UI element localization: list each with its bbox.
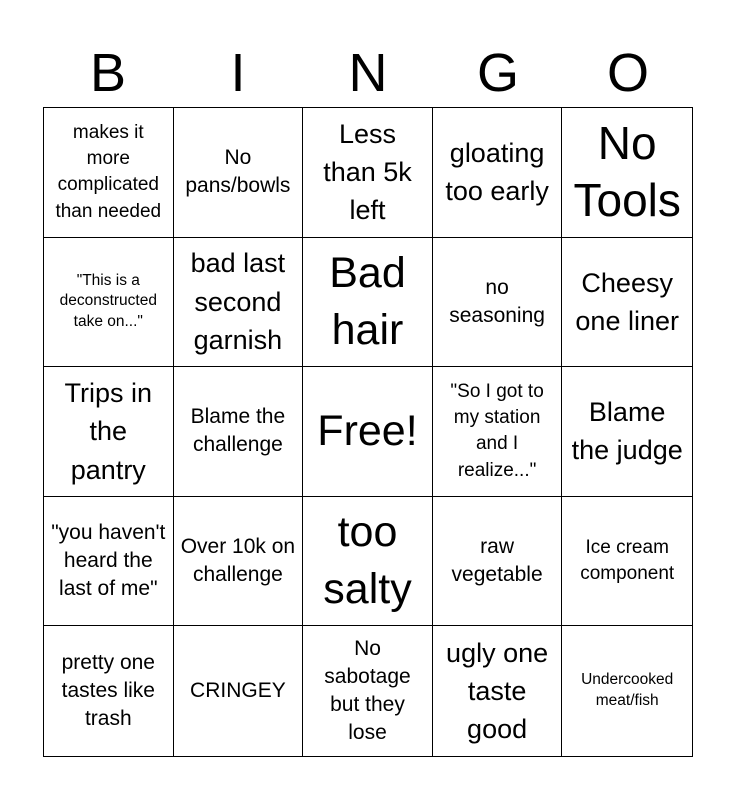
cell-text: CRINGEY <box>190 679 286 703</box>
cell-text: Ice cream component <box>580 536 675 585</box>
bingo-cell[interactable] <box>303 238 433 368</box>
cell-text: Bad hair <box>329 249 406 354</box>
cell-text: No sabotage but they lose <box>324 636 411 745</box>
cell-text: Blame the judge <box>571 397 683 466</box>
bingo-cell[interactable] <box>44 497 174 627</box>
header-letter-o: O <box>606 43 649 103</box>
bingo-cell[interactable] <box>174 626 304 756</box>
bingo-cell[interactable] <box>174 367 304 497</box>
cell-text: bad last second garnish <box>190 248 286 356</box>
bingo-cell[interactable] <box>562 108 692 238</box>
bingo-cell[interactable] <box>174 238 304 368</box>
bingo-cell[interactable] <box>44 238 174 368</box>
bingo-cell[interactable] <box>303 108 433 238</box>
cell-text: gloating too early <box>445 137 549 207</box>
cell-text: Undercooked meat/fish <box>581 671 674 710</box>
bingo-cell[interactable] <box>433 367 563 497</box>
cell-text: Trips in the pantry <box>64 378 153 485</box>
bingo-cell[interactable] <box>562 238 692 368</box>
cell-text: ugly one taste good <box>446 637 549 745</box>
cell-text: makes it more complicated than needed <box>55 121 162 222</box>
free-space-cell[interactable] <box>303 367 433 497</box>
cell-text: Free! <box>317 407 418 456</box>
bingo-cell[interactable] <box>303 497 433 627</box>
header-letter-i: I <box>230 43 246 103</box>
bingo-header <box>43 40 693 106</box>
bingo-cell[interactable] <box>562 497 692 627</box>
cell-text: Cheesy one liner <box>575 267 679 336</box>
cell-text: Over 10k on challenge <box>180 534 296 587</box>
cell-text: No Tools <box>573 116 681 227</box>
bingo-cell[interactable] <box>44 108 174 238</box>
bingo-cell[interactable] <box>433 497 563 627</box>
cell-text: Less than 5k left <box>323 118 412 226</box>
bingo-cell[interactable] <box>433 626 563 756</box>
header-letter-b: B <box>89 43 127 103</box>
bingo-cell[interactable] <box>303 626 433 756</box>
bingo-cell[interactable] <box>562 626 692 756</box>
bingo-cell[interactable] <box>174 497 304 627</box>
bingo-cell[interactable] <box>174 108 304 238</box>
bingo-cell[interactable] <box>433 238 563 368</box>
cell-text: "This is a deconstructed take on..." <box>59 271 157 331</box>
cell-text: Blame the challenge <box>190 405 286 457</box>
header-letter-g: G <box>476 43 519 103</box>
cell-text: "So I got to my station and I realize..." <box>450 381 544 481</box>
header-letter-n: N <box>348 43 388 103</box>
cell-text: no seasoning <box>449 275 545 327</box>
bingo-cell[interactable] <box>44 626 174 756</box>
bingo-cell[interactable] <box>433 108 563 238</box>
bingo-cell[interactable] <box>44 367 174 497</box>
cell-text: "you haven't heard the last of me" <box>51 520 166 601</box>
cell-text: pretty one tastes like trash <box>61 651 155 731</box>
bingo-cell[interactable] <box>562 367 692 497</box>
cell-text: raw vegetable <box>451 534 543 587</box>
bingo-board <box>43 107 693 757</box>
cell-text: No pans/bowls <box>185 146 291 198</box>
cell-text: too salty <box>323 508 412 614</box>
